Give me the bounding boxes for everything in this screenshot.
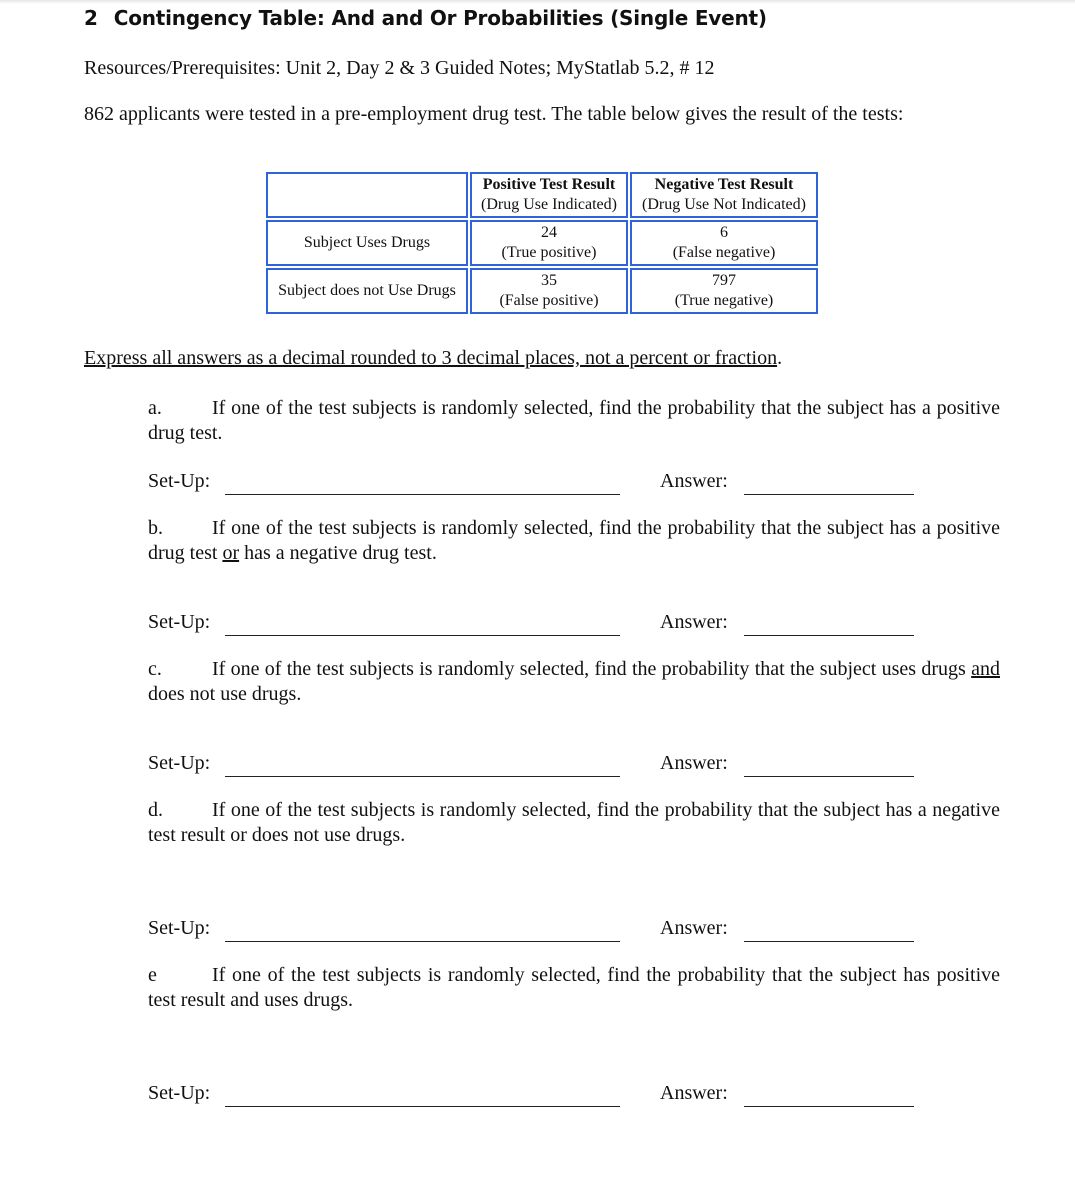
- setup-answer-line[interactable]: [225, 776, 620, 777]
- answer-line[interactable]: [744, 776, 914, 777]
- question-text-end: does not use drugs.: [148, 683, 302, 705]
- instruction-period: .: [777, 347, 783, 369]
- setup-label: Set-Up:: [148, 1082, 211, 1104]
- cell-value: 24: [541, 224, 557, 241]
- question-b: [148, 516, 1000, 566]
- answer-line[interactable]: [744, 494, 914, 495]
- table-row: [266, 220, 818, 266]
- setup-answer-line[interactable]: [225, 494, 620, 495]
- cell-note: (False positive): [499, 292, 599, 309]
- header-title: Positive Test Result: [482, 176, 616, 193]
- question-text: If one of the test subjects is randomly selected, find the probability that the subject has a positive drug test.: [148, 397, 1000, 444]
- answer-label: Answer:: [660, 752, 728, 774]
- question-letter: e: [148, 964, 157, 986]
- contingency-table: [264, 170, 820, 316]
- setup-label: Set-Up:: [148, 917, 211, 939]
- question-c: [148, 657, 1000, 707]
- row-label: Subject does not Use Drugs: [266, 268, 468, 314]
- question-letter: d.: [148, 799, 163, 821]
- table-row: [266, 268, 818, 314]
- question-text: If one of the test subjects is randomly selected, find the probability that the subject has positive test result and uses drugs.: [148, 964, 1000, 1011]
- question-text: If one of the test subjects is randomly selected, find the probability that the subject has a positive drug test: [148, 517, 1000, 564]
- setup-answer-line[interactable]: [225, 1106, 620, 1107]
- question-d: [148, 798, 1000, 848]
- question-text-end: has a negative drug test.: [239, 542, 437, 564]
- answer-label: Answer:: [660, 1082, 728, 1104]
- table-cell: [630, 268, 818, 314]
- empty-corner-cell: [266, 172, 468, 218]
- setup-answer-line[interactable]: [225, 941, 620, 942]
- cell-note: (True negative): [674, 292, 774, 309]
- answer-label: Answer:: [660, 917, 728, 939]
- header-sub: (Drug Use Indicated): [481, 196, 617, 213]
- section-title: Contingency Table: And and Or Probabilities (Single Event): [113, 6, 767, 30]
- question-text: If one of the test subjects is randomly selected, find the probability that the subject has a negative test result or does not use drugs.: [148, 799, 1000, 846]
- setup-answer-line[interactable]: [225, 635, 620, 636]
- question-text: If one of the test subjects is randomly selected, find the probability that the subject uses drugs: [212, 658, 972, 680]
- question-a: [148, 396, 1000, 446]
- intro-text: 862 applicants were tested in a pre-employment drug test. The table below gives the result of the tests:: [84, 103, 904, 125]
- instruction-text: Express all answers as a decimal rounded to 3 decimal places, not a percent or fraction: [84, 347, 778, 369]
- header-title: Negative Test Result: [654, 176, 794, 193]
- table-cell: [470, 220, 628, 266]
- section-heading: [84, 6, 767, 30]
- answer-label: Answer:: [660, 611, 728, 633]
- question-letter: b.: [148, 517, 163, 539]
- row-label: Subject Uses Drugs: [266, 220, 468, 266]
- cell-value: 6: [720, 224, 728, 241]
- answer-line[interactable]: [744, 1106, 914, 1107]
- answer-label: Answer:: [660, 470, 728, 492]
- page-top-shadow: [0, 0, 1075, 4]
- setup-label: Set-Up:: [148, 470, 211, 492]
- cell-note: (False negative): [672, 244, 776, 261]
- header-positive: [470, 172, 628, 218]
- table-header-row: [266, 172, 818, 218]
- cell-value: 35: [541, 272, 557, 289]
- question-emphasis: and: [971, 658, 1000, 680]
- resources-line: Resources/Prerequisites: Unit 2, Day 2 & 3 Guided Notes; MyStatlab 5.2, # 12: [84, 57, 715, 79]
- answer-line[interactable]: [744, 941, 914, 942]
- header-sub: (Drug Use Not Indicated): [642, 196, 806, 213]
- question-letter: c.: [148, 658, 162, 680]
- section-number: 2: [84, 6, 98, 30]
- setup-label: Set-Up:: [148, 611, 211, 633]
- header-negative: [630, 172, 818, 218]
- table-cell: [630, 220, 818, 266]
- instruction: [84, 347, 782, 370]
- question-letter: a.: [148, 397, 162, 419]
- question-emphasis: or: [222, 542, 240, 564]
- question-e: [148, 963, 1000, 1013]
- answer-line[interactable]: [744, 635, 914, 636]
- table-cell: [470, 268, 628, 314]
- cell-value: 797: [712, 272, 736, 289]
- setup-label: Set-Up:: [148, 752, 211, 774]
- cell-note: (True positive): [501, 244, 597, 261]
